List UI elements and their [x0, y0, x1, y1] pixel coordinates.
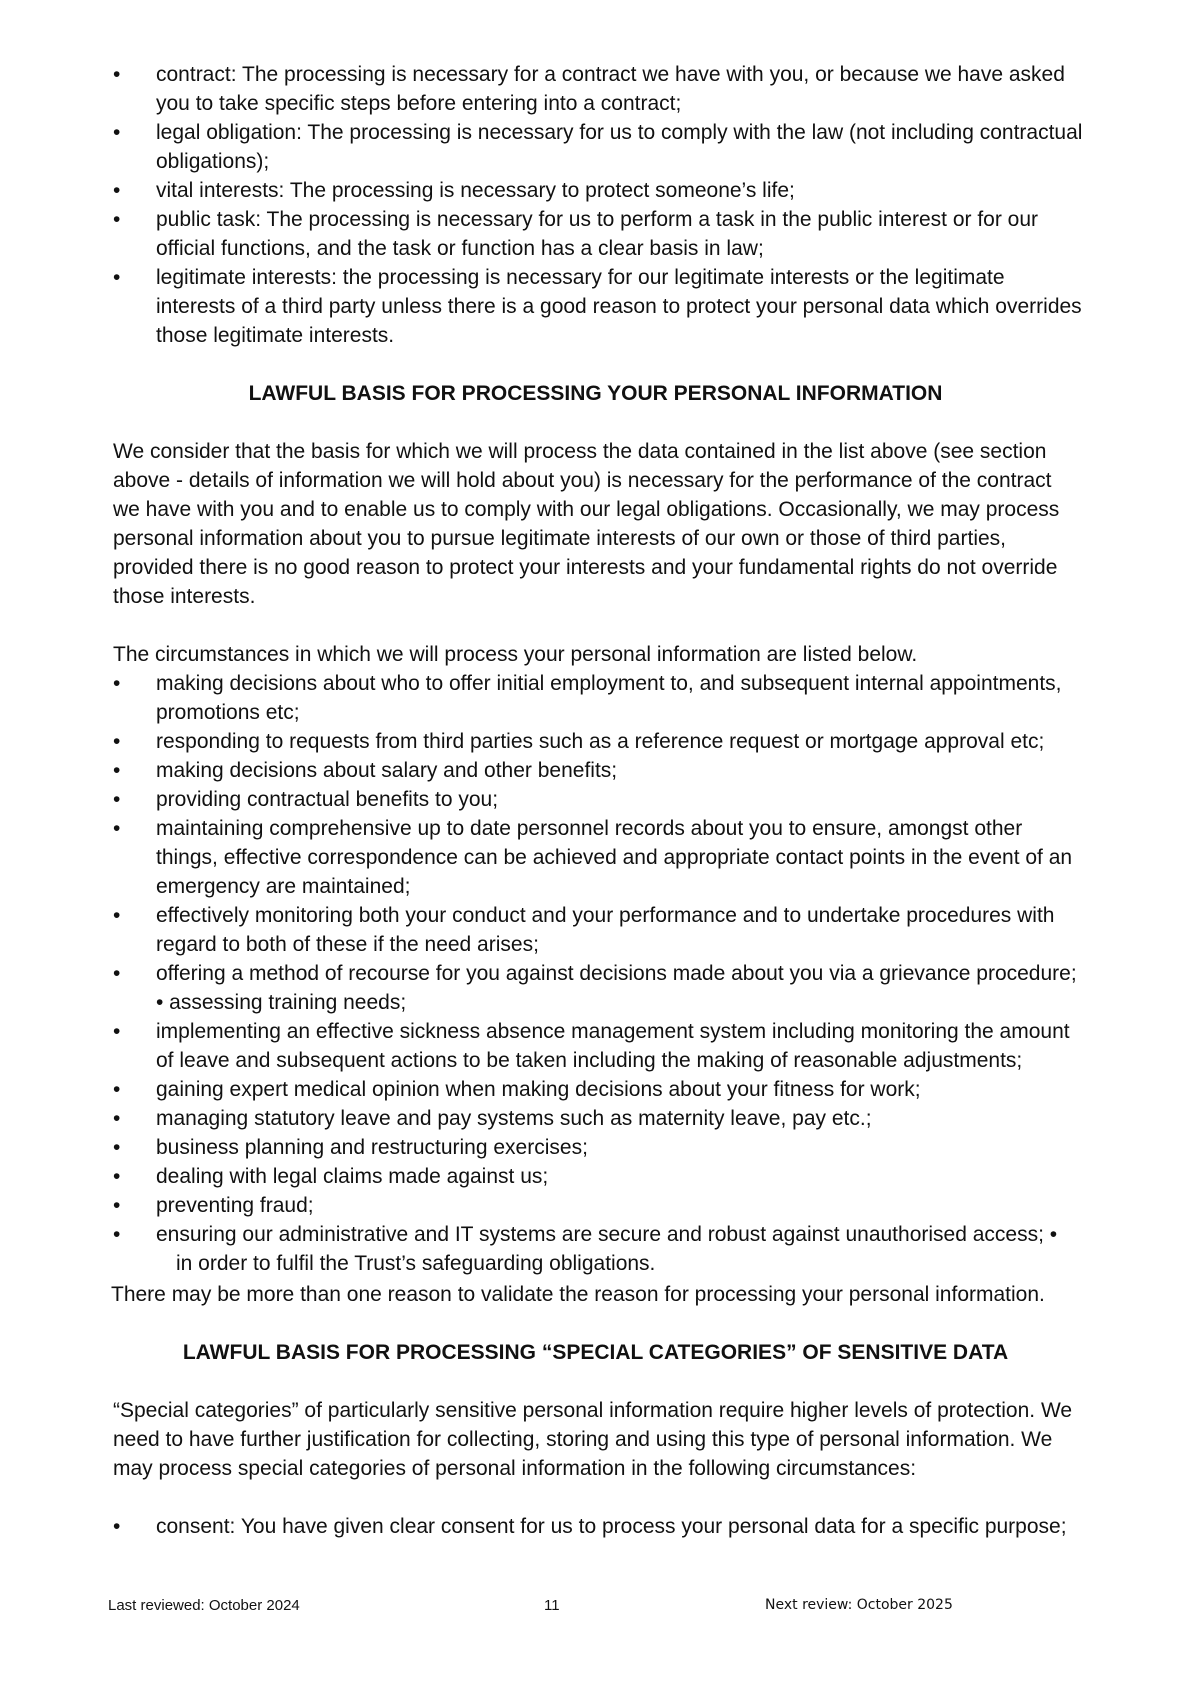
section1-closing: There may be more than one reason to validate the reason for processing your personal information.: [111, 1283, 1045, 1306]
paragraph-line: need to have further justification for collecting, storing and using this type of personal information. We: [113, 1428, 1053, 1451]
section-heading-special-categories: LAWFUL BASIS FOR PROCESSING “SPECIAL CATEGORIES” OF SENSITIVE DATA: [182, 1341, 1009, 1364]
list-item-line: offering a method of recourse for you against decisions made about you via a grievance procedure;: [156, 962, 1077, 985]
bullet-glyph: •: [113, 63, 121, 86]
bullet-glyph: •: [113, 672, 121, 695]
list-item-line: regard to both of these if the need arises;: [156, 933, 539, 956]
paragraph-line: above - details of information we will hold about you) is necessary for the performance of the contract: [113, 469, 1052, 492]
list-item-line: dealing with legal claims made against us;: [156, 1165, 549, 1188]
section2-paragraph: [0, 1396, 1191, 1483]
footer-next-review: Next review: October 2025: [765, 1597, 953, 1613]
list-item-line: implementing an effective sickness absence management system including monitoring the amount: [156, 1020, 1070, 1043]
section-heading-personal-information: LAWFUL BASIS FOR PROCESSING YOUR PERSONAL INFORMATION: [248, 382, 943, 405]
list-item-line: making decisions about salary and other benefits;: [156, 759, 618, 782]
list-item-line: gaining expert medical opinion when making decisions about your fitness for work;: [156, 1078, 921, 1101]
list-item-line: providing contractual benefits to you;: [156, 788, 499, 811]
list-item: [0, 60, 1191, 118]
list-item: [0, 727, 1191, 756]
paragraph-line: “Special categories” of particularly sensitive personal information require higher levels of protection. We: [113, 1399, 1073, 1422]
bullet-glyph: •: [113, 1165, 121, 1188]
bullet-glyph: •: [113, 208, 121, 231]
bullet-glyph: •: [113, 817, 121, 840]
list-item: [0, 263, 1191, 350]
list-item: [0, 1104, 1191, 1133]
list-item-line: managing statutory leave and pay systems such as maternity leave, pay etc.;: [156, 1107, 872, 1130]
circumstances-bullet-list: [0, 669, 1191, 1278]
top-bullet-list: [0, 60, 1191, 350]
list-item: [0, 176, 1191, 205]
paragraph-line: personal information about you to pursue legitimate interests of our own or those of third parties,: [113, 527, 1006, 550]
paragraph-line: we have with you and to enable us to comply with our legal obligations. Occasionally, we may process: [113, 498, 1060, 521]
list-item-line: official functions, and the task or function has a clear basis in law;: [156, 237, 764, 260]
bullet-glyph: •: [113, 730, 121, 753]
bullet-glyph: •: [113, 1223, 121, 1246]
list-item-line: vital interests: The processing is necessary to protect someone’s life;: [156, 179, 795, 202]
list-item: [0, 205, 1191, 263]
list-item-line: legitimate interests: the processing is necessary for our legitimate interests or the legitimate: [156, 266, 1005, 289]
list-item-line: • assessing training needs;: [156, 991, 407, 1014]
list-item: [0, 1162, 1191, 1191]
list-item: [0, 785, 1191, 814]
bullet-glyph: •: [113, 121, 121, 144]
list-item: [0, 1017, 1191, 1075]
list-item-line: promotions etc;: [156, 701, 300, 724]
list-item: [0, 1512, 1191, 1541]
bullet-glyph: •: [113, 1020, 121, 1043]
list-item: [0, 1191, 1191, 1220]
list-item: [0, 1220, 1191, 1278]
list-item: [0, 669, 1191, 727]
list-item-line: business planning and restructuring exercises;: [156, 1136, 588, 1159]
bullet-glyph: •: [113, 962, 121, 985]
bullet-glyph: •: [113, 1194, 121, 1217]
bullet-glyph: •: [113, 1078, 121, 1101]
list-item: [0, 814, 1191, 901]
list-item-line: in order to fulfil the Trust’s safeguarding obligations.: [176, 1252, 656, 1275]
section1-paragraph: [0, 437, 1191, 611]
bullet-glyph: •: [113, 904, 121, 927]
list-item-line: ensuring our administrative and IT systems are secure and robust against unauthorised access; •: [156, 1223, 1058, 1246]
list-item-line: you to take specific steps before entering into a contract;: [156, 92, 682, 115]
list-item: [0, 901, 1191, 959]
list-item-line: interests of a third party unless there is a good reason to protect your personal data which overrides: [156, 295, 1082, 318]
footer-page-number: 11: [544, 1597, 560, 1614]
footer-last-reviewed: Last reviewed: October 2024: [108, 1597, 300, 1614]
list-item-line: consent: You have given clear consent for us to process your personal data for a specific purpose;: [156, 1515, 1067, 1538]
list-item: [0, 1075, 1191, 1104]
list-item-line: those legitimate interests.: [156, 324, 395, 347]
bullet-glyph: •: [113, 1515, 121, 1538]
bullet-glyph: •: [113, 788, 121, 811]
page-content: [0, 60, 1191, 1541]
list-item-line: effectively monitoring both your conduct and your performance and to undertake procedures with: [156, 904, 1055, 927]
circumstances-intro: The circumstances in which we will process your personal information are listed below.: [113, 643, 918, 666]
list-item-line: maintaining comprehensive up to date personnel records about you to ensure, amongst other: [156, 817, 1023, 840]
list-item-line: contract: The processing is necessary for a contract we have with you, or because we have asked: [156, 63, 1065, 86]
list-item-line: public task: The processing is necessary for us to perform a task in the public interest or for our: [156, 208, 1039, 231]
list-item: [0, 1133, 1191, 1162]
list-item: [0, 118, 1191, 176]
list-item-line: emergency are maintained;: [156, 875, 411, 898]
list-item-line: responding to requests from third parties such as a reference request or mortgage approval etc;: [156, 730, 1045, 753]
paragraph-line: those interests.: [113, 585, 256, 608]
list-item-line: of leave and subsequent actions to be taken including the making of reasonable adjustments;: [156, 1049, 1023, 1072]
bullet-glyph: •: [113, 759, 121, 782]
paragraph-line: may process special categories of personal information in the following circumstances:: [113, 1457, 917, 1480]
bullet-glyph: •: [113, 1107, 121, 1130]
bullet-glyph: •: [113, 266, 121, 289]
page-footer: [0, 1597, 1191, 1621]
paragraph-line: provided there is no good reason to protect your interests and your fundamental rights do not override: [113, 556, 1058, 579]
list-item-line: preventing fraud;: [156, 1194, 314, 1217]
bullet-glyph: •: [113, 1136, 121, 1159]
list-item-line: obligations);: [156, 150, 270, 173]
list-item: [0, 959, 1191, 1017]
list-item-line: making decisions about who to offer initial employment to, and subsequent internal appointments,: [156, 672, 1062, 695]
list-item: [0, 756, 1191, 785]
bullet-glyph: •: [113, 179, 121, 202]
special-categories-bullet-list: [0, 1512, 1191, 1541]
list-item-line: things, effective correspondence can be achieved and appropriate contact points in the event of an: [156, 846, 1073, 869]
list-item-line: legal obligation: The processing is necessary for us to comply with the law (not including contractual: [156, 121, 1083, 144]
paragraph-line: We consider that the basis for which we will process the data contained in the list above (see section: [113, 440, 1047, 463]
